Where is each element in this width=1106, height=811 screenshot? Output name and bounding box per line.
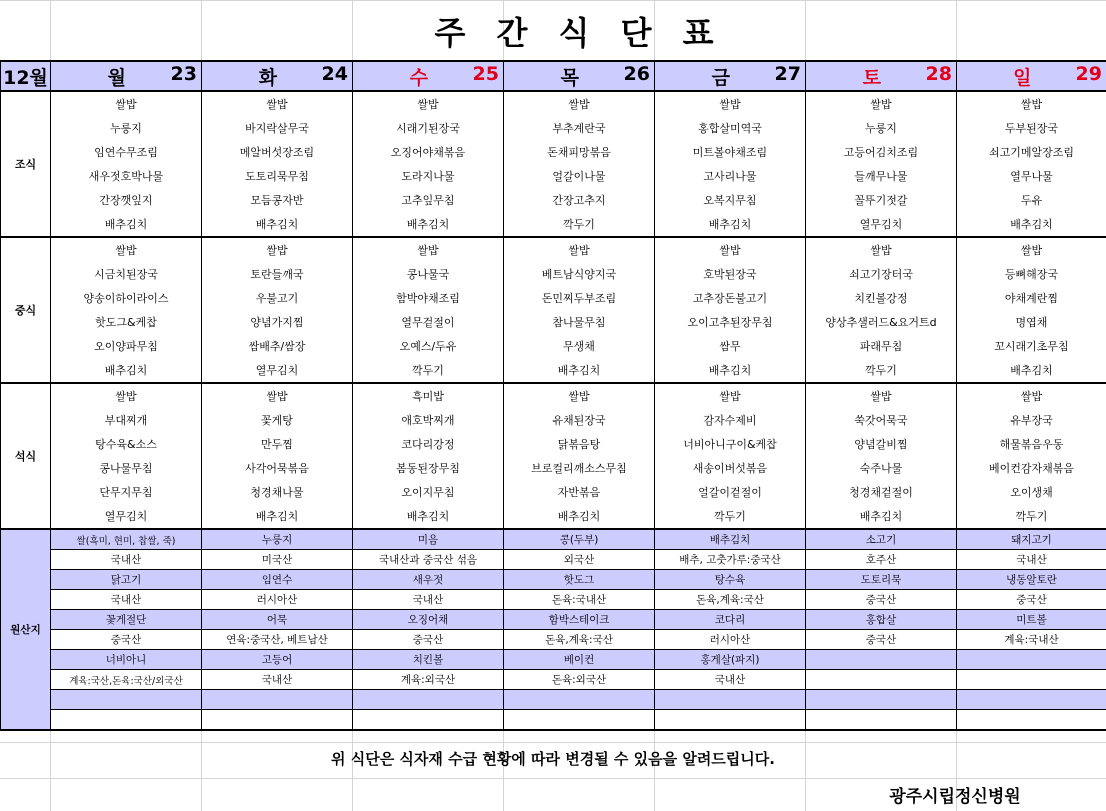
day-label: 수 [409,66,428,89]
origin-cell [806,670,957,690]
menu-cell: 깍두기 [655,504,806,529]
day-label: 화 [258,66,277,89]
menu-cell: 너비아니구이&케찹 [655,432,806,456]
menu-cell: 감자수제비 [655,408,806,432]
menu-cell: 쌀밥 [504,383,655,408]
menu-cell: 깍두기 [806,358,957,383]
origin-cell: 새우젓 [353,570,504,590]
menu-cell: 깍두기 [353,358,504,383]
menu-cell: 양상추샐러드&요거트d [806,310,957,334]
menu-cell: 쌀밥 [51,91,202,116]
menu-cell: 야채계란찜 [957,286,1106,310]
menu-cell: 꽃게탕 [202,408,353,432]
menu-cell: 쇠고기장터국 [806,262,957,286]
menu-cell: 돈채피망볶음 [504,140,655,164]
origin-cell: 국내산과 중국산 섞음 [353,550,504,570]
origin-cell: 콩(두부) [504,529,655,550]
menu-cell: 배추김치 [806,504,957,529]
menu-cell: 배추김치 [51,358,202,383]
menu-cell: 코다리강정 [353,432,504,456]
hospital-name: 광주시립정신병원 [889,787,1021,807]
menu-cell: 유부장국 [957,408,1106,432]
notice-text: 위 식단은 식자재 수급 현황에 따라 변경될 수 있음을 알려드립니다. [331,750,775,768]
menu-cell: 열무나물 [957,164,1106,188]
day-header [957,61,1106,91]
menu-cell: 베이컨감자채볶음 [957,456,1106,480]
menu-cell: 오징어야채볶음 [353,140,504,164]
menu-cell: 콩나물무침 [51,456,202,480]
day-date: 27 [774,62,801,85]
menu-cell: 부대찌개 [51,408,202,432]
origin-cell: 러시아산 [202,590,353,610]
origin-cell [806,710,957,731]
menu-cell: 얼갈이나물 [504,164,655,188]
origin-cell: 냉동알토란 [957,570,1106,590]
menu-cell: 배추김치 [655,212,806,237]
origin-cell: 돈육:외국산 [504,670,655,690]
menu-cell: 오예스/두유 [353,334,504,358]
menu-cell: 자반볶음 [504,480,655,504]
menu-cell: 고사리나물 [655,164,806,188]
menu-cell: 단무지무침 [51,480,202,504]
menu-cell: 유채된장국 [504,408,655,432]
menu-cell: 베트남식양지국 [504,262,655,286]
origin-cell: 도토리묵 [806,570,957,590]
origin-cell [957,650,1106,670]
origin-cell [806,650,957,670]
origin-cell: 배추, 고춧가루:중국산 [655,550,806,570]
origin-cell: 미국산 [202,550,353,570]
menu-cell: 열무김치 [806,212,957,237]
menu-cell: 쌀밥 [202,237,353,262]
day-header [806,61,957,91]
menu-cell: 고추장돈불고기 [655,286,806,310]
menu-cell: 들깨무나물 [806,164,957,188]
origin-cell: 국내산 [51,590,202,610]
menu-cell: 양념갈비찜 [806,432,957,456]
menu-cell: 함박야채조림 [353,286,504,310]
menu-cell: 애호박찌개 [353,408,504,432]
day-label: 금 [711,66,730,89]
menu-cell: 쌀밥 [957,237,1106,262]
origin-label: 원산지 [1,529,51,730]
day-header [353,61,504,91]
origin-cell: 치킨볼 [353,650,504,670]
menu-cell: 쌀밥 [504,91,655,116]
origin-cell [957,710,1106,731]
menu-cell: 청경채겉절이 [806,480,957,504]
day-date: 29 [1075,62,1102,85]
origin-cell: 계육:국산,돈육:국산/외국산 [51,670,202,690]
menu-cell: 쌀밥 [655,91,806,116]
menu-cell: 메알버섯장조림 [202,140,353,164]
origin-cell: 어묵 [202,610,353,630]
menu-cell: 홍합살미역국 [655,116,806,140]
menu-cell: 간장깻잎지 [51,188,202,212]
menu-cell: 쌀밥 [806,237,957,262]
menu-cell: 오이생채 [957,480,1106,504]
menu-cell: 양념가지찜 [202,310,353,334]
day-date: 25 [472,62,499,85]
origin-cell: 국내산 [51,550,202,570]
menu-cell: 배추김치 [202,504,353,529]
menu-cell: 해물볶음우동 [957,432,1106,456]
menu-cell: 쌀밥 [957,91,1106,116]
menu-cell: 양송이하이라이스 [51,286,202,310]
day-header [202,61,353,91]
origin-cell: 중국산 [806,590,957,610]
origin-cell: 임연수 [202,570,353,590]
menu-cell: 참나물무침 [504,310,655,334]
menu-cell: 쌀밥 [504,237,655,262]
origin-cell: 쌀(흑미, 현미, 찹쌀, 죽) [51,529,202,550]
menu-cell: 두유 [957,188,1106,212]
menu-cell: 부추계란국 [504,116,655,140]
menu-cell: 얼갈이겉절이 [655,480,806,504]
menu-cell: 열무겉절이 [353,310,504,334]
origin-cell: 중국산 [51,630,202,650]
origin-cell: 고등어 [202,650,353,670]
origin-cell [353,690,504,710]
menu-cell: 쑥갓어묵국 [806,408,957,432]
origin-cell [504,710,655,731]
menu-cell: 브로컬리깨소스무침 [504,456,655,480]
menu-cell: 파래무침 [806,334,957,358]
origin-cell: 핫도그 [504,570,655,590]
origin-cell: 중국산 [353,630,504,650]
menu-cell: 쌀밥 [51,383,202,408]
menu-cell: 사각어묵볶음 [202,456,353,480]
origin-cell [655,690,806,710]
meal-label: 조식 [1,91,51,237]
menu-cell: 숙주나물 [806,456,957,480]
menu-cell: 배추김치 [504,358,655,383]
day-header [51,61,202,91]
day-label: 목 [560,66,579,89]
menu-cell: 쌀밥 [353,91,504,116]
menu-cell: 새송이버섯볶음 [655,456,806,480]
origin-cell: 배추김치 [655,529,806,550]
day-label: 일 [1013,66,1032,89]
origin-cell: 함박스테이크 [504,610,655,630]
menu-cell: 배추김치 [353,212,504,237]
origin-cell: 연육:중국산, 베트남산 [202,630,353,650]
origin-cell: 돈육,계육:국산 [655,590,806,610]
origin-cell [353,710,504,731]
menu-cell: 돈민찌두부조림 [504,286,655,310]
menu-cell: 누룽지 [51,116,202,140]
menu-cell: 새우젓호박나물 [51,164,202,188]
menu-cell: 우불고기 [202,286,353,310]
menu-cell: 꼬시래기초무침 [957,334,1106,358]
origin-cell [202,690,353,710]
origin-cell: 돈육:국내산 [504,590,655,610]
menu-cell: 쌀밥 [202,383,353,408]
origin-cell: 닭고기 [51,570,202,590]
origin-cell: 국내산 [655,670,806,690]
menu-cell: 고추잎무침 [353,188,504,212]
menu-cell: 임연수무조림 [51,140,202,164]
menu-cell: 시금치된장국 [51,262,202,286]
origin-cell: 국내산 [353,590,504,610]
origin-cell: 러시아산 [655,630,806,650]
origin-cell: 너비아니 [51,650,202,670]
origin-cell: 호주산 [806,550,957,570]
menu-cell: 오복지무침 [655,188,806,212]
day-label: 월 [107,66,126,89]
day-header [504,61,655,91]
menu-cell: 쌈배추/쌈장 [202,334,353,358]
origin-cell: 중국산 [957,590,1106,610]
meal-label: 중식 [1,237,51,383]
menu-cell: 도라지나물 [353,164,504,188]
menu-cell: 쌈무 [655,334,806,358]
menu-cell: 배추김치 [504,504,655,529]
menu-cell: 도토리묵무침 [202,164,353,188]
menu-cell: 배추김치 [957,212,1106,237]
origin-cell: 미트볼 [957,610,1106,630]
origin-cell: 국내산 [957,550,1106,570]
menu-cell: 쌀밥 [806,91,957,116]
menu-cell: 만두찜 [202,432,353,456]
menu-cell: 흑미밥 [353,383,504,408]
origin-cell: 중국산 [806,630,957,650]
day-date: 23 [170,62,197,85]
menu-cell: 쌀밥 [957,383,1106,408]
menu-cell: 쌀밥 [202,91,353,116]
menu-cell: 누룽지 [806,116,957,140]
day-date: 26 [623,62,650,85]
origin-cell: 홍게살(파지) [655,650,806,670]
meal-label: 석식 [1,383,51,529]
origin-cell: 꽃게절단 [51,610,202,630]
day-date: 28 [925,62,952,85]
origin-cell [957,670,1106,690]
menu-cell: 깍두기 [504,212,655,237]
menu-cell: 배추김치 [202,212,353,237]
menu-cell: 쌀밥 [655,237,806,262]
origin-cell: 돈육,계육:국산 [504,630,655,650]
origin-cell [504,690,655,710]
menu-cell: 배추김치 [957,358,1106,383]
menu-cell: 토란들깨국 [202,262,353,286]
menu-cell: 배추김치 [51,212,202,237]
menu-cell: 두부된장국 [957,116,1106,140]
menu-cell: 핫도그&케찹 [51,310,202,334]
menu-cell: 닭볶음탕 [504,432,655,456]
origin-cell: 오징어채 [353,610,504,630]
menu-cell: 오이양파무침 [51,334,202,358]
menu-cell: 콩나물국 [353,262,504,286]
menu-cell: 쌀밥 [51,237,202,262]
origin-cell: 소고기 [806,529,957,550]
menu-cell: 쌀밥 [353,237,504,262]
origin-cell: 국내산 [202,670,353,690]
origin-cell [51,710,202,731]
menu-cell: 시래기된장국 [353,116,504,140]
menu-cell: 배추김치 [353,504,504,529]
menu-cell: 열무김치 [51,504,202,529]
menu-cell: 호박된장국 [655,262,806,286]
menu-cell: 봄동된장무침 [353,456,504,480]
origin-cell [957,690,1106,710]
menu-cell: 미트볼야채조림 [655,140,806,164]
origin-cell: 코다리 [655,610,806,630]
menu-cell: 치킨볼강정 [806,286,957,310]
origin-cell: 돼지고기 [957,529,1106,550]
menu-cell: 청경채나물 [202,480,353,504]
day-label: 토 [862,66,881,89]
menu-cell: 간장고추지 [504,188,655,212]
menu-cell: 탕수육&소스 [51,432,202,456]
menu-cell: 쌀밥 [806,383,957,408]
origin-cell: 계육:외국산 [353,670,504,690]
month-label: 12월 [1,61,51,91]
menu-cell: 등뼈해장국 [957,262,1106,286]
menu-cell: 오이고추된장무침 [655,310,806,334]
origin-cell: 탕수육 [655,570,806,590]
origin-cell: 베이컨 [504,650,655,670]
menu-cell: 깍두기 [957,504,1106,529]
menu-cell: 모듬콩자반 [202,188,353,212]
day-header [655,61,806,91]
weekly-menu-table [0,60,1106,731]
menu-cell: 바지락살무국 [202,116,353,140]
menu-cell: 꼴뚜기젓갈 [806,188,957,212]
origin-cell: 홍합살 [806,610,957,630]
menu-cell: 오이지무침 [353,480,504,504]
origin-cell [655,710,806,731]
day-date: 24 [321,62,348,85]
origin-cell: 누룽지 [202,529,353,550]
menu-cell: 열무김치 [202,358,353,383]
menu-cell: 명엽채 [957,310,1106,334]
menu-cell: 쇠고기메알장조림 [957,140,1106,164]
origin-cell [51,690,202,710]
menu-cell: 배추김치 [655,358,806,383]
menu-cell: 쌀밥 [655,383,806,408]
menu-cell: 고등어김치조림 [806,140,957,164]
origin-cell [806,690,957,710]
origin-cell [202,710,353,731]
origin-cell: 미음 [353,529,504,550]
origin-cell: 계육:국내산 [957,630,1106,650]
menu-cell: 무생채 [504,334,655,358]
page-title: 주 간 식 단 표 [434,14,724,52]
origin-cell: 외국산 [504,550,655,570]
